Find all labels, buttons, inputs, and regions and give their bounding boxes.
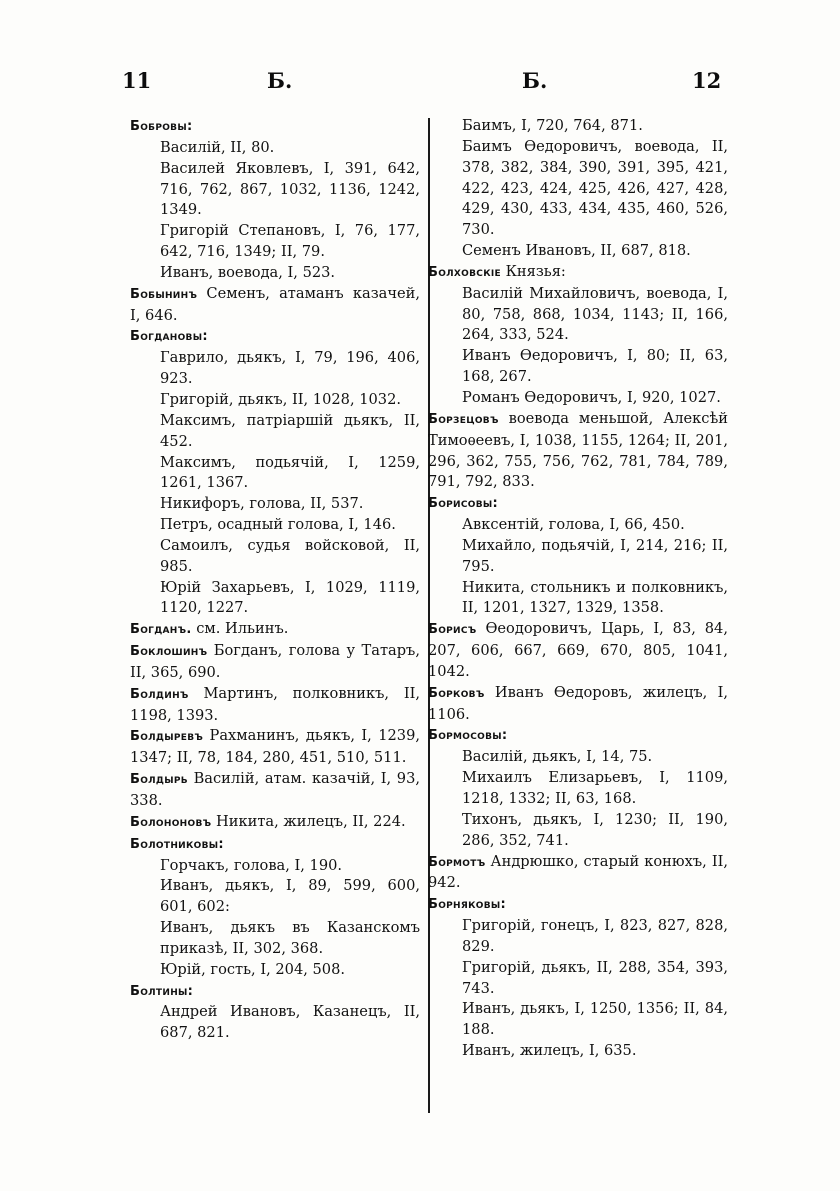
headword: Борисъ <box>428 622 477 638</box>
index-heading <box>130 116 420 138</box>
index-entry <box>130 726 420 769</box>
headword: Бобровы: <box>130 119 193 134</box>
right-column <box>428 116 728 1062</box>
headword: Богданъ. <box>130 622 192 638</box>
headword: Боклошинъ <box>130 644 208 660</box>
entry-text: Богданъ, голова у Татаръ, II, 365, 690. <box>130 642 420 681</box>
headword: Борисовы: <box>428 496 499 512</box>
index-entry <box>130 769 420 812</box>
headword: Богдановы: <box>130 329 208 345</box>
entry-text: Василій, атам. казачій, I, 93, 338. <box>130 770 420 809</box>
index-subentry: Семенъ Ивановъ, II, 687, 818. <box>462 242 691 260</box>
index-subentry: Василій Михайловичъ, воевода, I, 80, 758, 868, 1034, 1143; II, 166, 264, 333, 524. <box>462 284 728 344</box>
index-subentry: Романъ Өедоровичъ, I, 920, 1027. <box>462 388 721 406</box>
index-heading <box>428 894 728 916</box>
index-heading <box>428 725 728 747</box>
index-subentry: Никита, стольникъ и полковникъ, II, 1201, 1327, 1329, 1358. <box>462 578 728 617</box>
index-subentry: Петръ, осадный голова, I, 146. <box>160 516 396 534</box>
left-column <box>130 116 420 1044</box>
headword: Борняковы: <box>428 897 507 913</box>
headword: Борковъ <box>428 685 485 701</box>
index-subentry: Юрій, гость, I, 204, 508. <box>160 960 346 978</box>
entry-text: Семенъ, атаманъ казачей, I, 646. <box>130 284 420 324</box>
index-subentry: Григорій Степановъ, I, 76, 177, 642, 716, 1349; II, 79. <box>160 222 420 261</box>
index-subentry: Иванъ, дьякъ, I, 1250, 1356; II, 84, 188. <box>462 1000 728 1039</box>
index-entry <box>130 641 420 684</box>
index-subentry: Никифоръ, голова, II, 537. <box>160 495 364 513</box>
headword: Болдырь <box>130 772 188 788</box>
headword: Болононовъ <box>130 814 212 830</box>
entry-text: Иванъ Өедоровъ, жилецъ, I, 1106. <box>428 683 728 723</box>
index-subentry: Григорій, гонецъ, I, 823, 827, 828, 829. <box>462 917 728 955</box>
headword: Болдинъ <box>130 686 189 702</box>
entry-text: Мартинъ, полковникъ, II, 1198, 1393. <box>130 684 420 724</box>
entry-text: Никита, жилецъ, II, 224. <box>211 812 406 830</box>
index-subentry: Иванъ, дьякъ, I, 89, 599, 600, 601, 602: <box>160 877 420 916</box>
index-subentry: Григорій, дьякъ, II, 288, 354, 393, 743. <box>462 958 728 997</box>
entry-text: Князья: <box>500 262 566 280</box>
index-entry <box>130 684 420 727</box>
index-subentry: Самоилъ, судья войсковой, II, 985. <box>160 536 420 575</box>
index-subentry: Андрей Ивановъ, Казанецъ, II, 687, 821. <box>160 1003 420 1042</box>
entry-text: воевода меньшой, Алексѣй Тимоѳеевъ, I, 1038, 1155, 1264; II, 201, 296, 362, 755, 756, 762, 781, 784, 789, 791, 792, 833. <box>428 409 728 491</box>
index-entry <box>130 284 420 327</box>
index-subentry: Иванъ Өедоровичъ, I, 80; II, 63, 168, 267. <box>462 347 728 386</box>
index-subentry: Василій, II, 80. <box>160 138 275 156</box>
index-subentry: Иванъ, дьякъ въ Казанскомъ приказѣ, II, 302, 368. <box>160 919 420 957</box>
index-entry <box>130 619 420 641</box>
index-subentry: Горчакъ, голова, I, 190. <box>160 856 343 874</box>
right-running-letter: Б. <box>522 68 548 93</box>
index-subentry: Максимъ, патріаршій дьякъ, II, 452. <box>160 411 420 450</box>
index-subentry: Максимъ, подьячій, I, 1259, 1261, 1367. <box>160 453 420 492</box>
entry-text: Андрюшко, старый конюхъ, II, 942. <box>428 852 728 892</box>
headword: Бобынинъ <box>130 286 198 302</box>
right-page-number: 12 <box>692 68 722 93</box>
headword: Бормотъ <box>428 854 486 870</box>
entry-text: см. Ильинъ. <box>191 620 289 638</box>
headword: Бормосовы: <box>428 728 508 744</box>
index-subentry: Василей Яковлевъ, I, 391, 642, 716, 762, 867, 1032, 1136, 1242, 1349. <box>160 159 420 219</box>
left-page-number: 11 <box>122 68 152 93</box>
index-entry <box>428 683 728 726</box>
index-subentry: Василій, дьякъ, I, 14, 75. <box>462 748 653 766</box>
index-entry <box>428 262 728 284</box>
index-entry <box>130 812 420 834</box>
index-subentry: Тихонъ, дьякъ, I, 1230; II, 190, 286, 352, 741. <box>462 810 728 849</box>
headword: Болтины: <box>130 983 194 999</box>
index-heading <box>428 493 728 515</box>
index-subentry: Баимъ, I, 720, 764, 871. <box>462 117 643 134</box>
entry-text: Өеодоровичъ, Царь, I, 83, 84, 207, 606, 667, 669, 670, 805, 1041, 1042. <box>428 620 728 680</box>
headword: Болховскіе <box>428 264 501 280</box>
index-subentry: Авксентій, голова, I, 66, 450. <box>462 516 685 534</box>
headword: Борзецовъ <box>428 411 499 427</box>
index-subentry: Гаврило, дьякъ, I, 79, 196, 406, 923. <box>160 349 420 388</box>
index-subentry: Григорій, дьякъ, II, 1028, 1032. <box>160 390 402 408</box>
entry-text: Рахманинъ, дьякъ, I, 1239, 1347; II, 78, 184, 280, 451, 510, 511. <box>130 727 420 767</box>
index-subentry: Иванъ, жилецъ, I, 635. <box>462 1042 637 1060</box>
index-entry <box>428 619 728 683</box>
index-heading <box>130 834 420 856</box>
index-subentry: Михаилъ Елизарьевъ, I, 1109, 1218, 1332; II, 63, 168. <box>462 769 728 807</box>
left-running-letter: Б. <box>267 68 293 93</box>
index-heading <box>130 981 420 1003</box>
index-subentry: Баимъ Өедоровичъ, воевода, II, 378, 382, 384, 390, 391, 395, 421, 422, 423, 424, 425, 426, 427, 428, 429, 430, 433, 434, 435, 460, 526, 730. <box>462 137 728 239</box>
headword: Болотниковы: <box>130 836 224 852</box>
index-entry <box>428 852 728 895</box>
index-subentry: Иванъ, воевода, I, 523. <box>160 263 336 281</box>
index-subentry: Михайло, подьячій, I, 214, 216; II, 795. <box>462 536 728 575</box>
headword: Болдыревъ <box>130 729 204 745</box>
index-subentry: Юрій Захарьевъ, I, 1029, 1119, 1120, 1227. <box>160 578 420 617</box>
index-heading <box>130 326 420 348</box>
index-entry <box>428 409 728 493</box>
